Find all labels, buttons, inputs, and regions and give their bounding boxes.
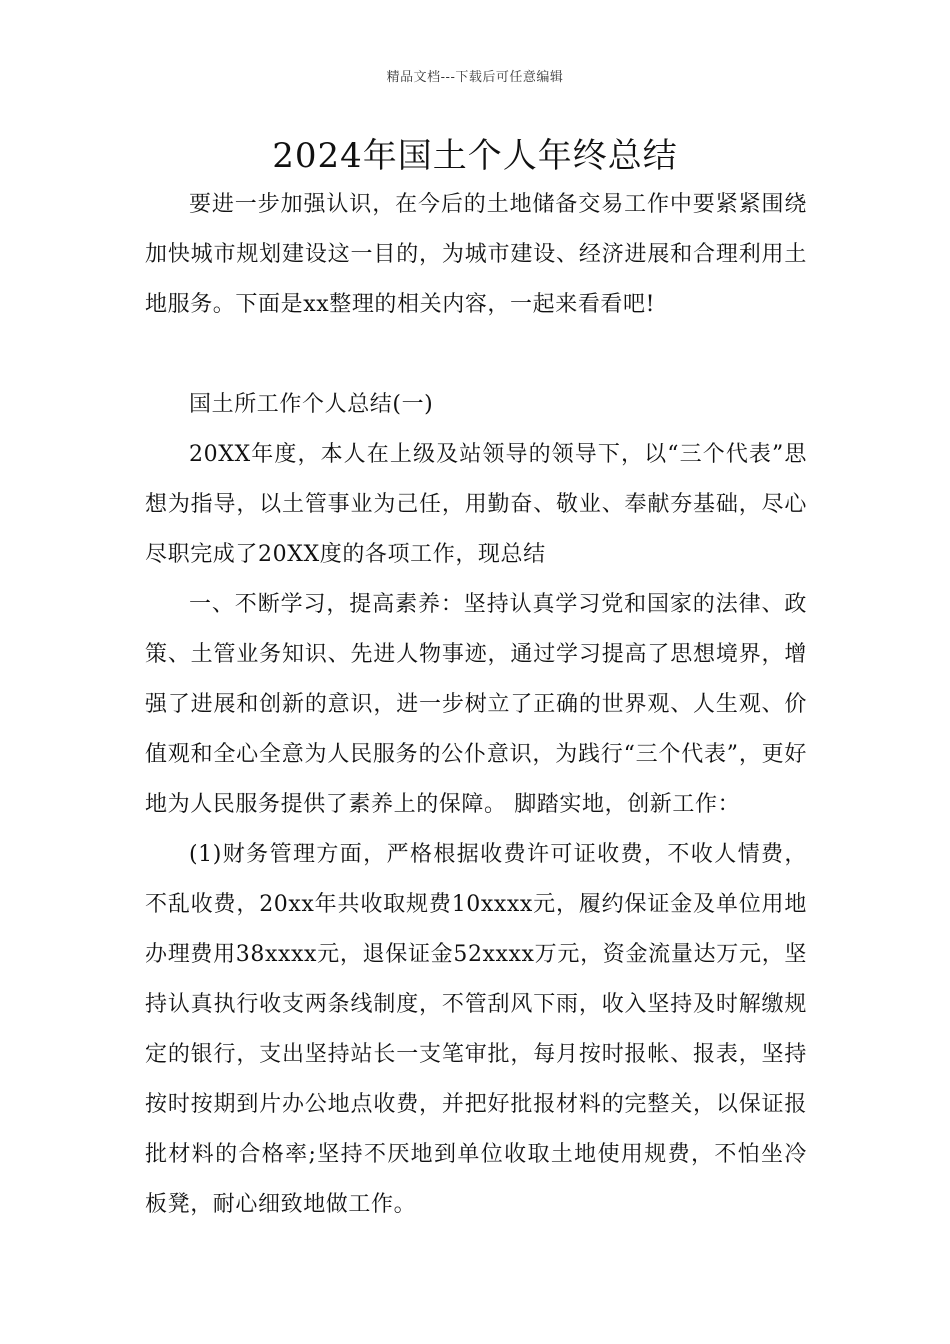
intro-paragraph: 要进一步加强认识，在今后的土地储备交易工作中要紧紧围绕加快城市规划建设这一目的，为城市建设、经济进展和合理利用土地服务。下面是xx整理的相关内容，一起来看看吧! (145, 192, 807, 317)
header-note: 精品文档---下载后可任意编辑 (386, 70, 564, 85)
document-title: 2024年国土个人年终总结 (272, 136, 678, 176)
body-paragraph: (1)财务管理方面，严格根据收费许可证收费，不收人情费，不乱收费，20xx年共收取规费10xxxx元，履约保证金及单位用地办理费用38xxxx元，退保证金52xxxx万元，资金流量达万元，坚持认真执行收支两条线制度，不管刮风下雨，收入坚持及时解缴规定的银行，支出坚持站长一支笔审批，每月按时报帐、报表，坚持按时按期到片办公地点收费，并把好批报材料的完整关，以保证报批材料的合格率;坚持不厌地到单位收取土地使用规费，不怕坐冷板凳，耐心细致地做工作。 (145, 842, 807, 1217)
body-paragraph: 20XX年度，本人在上级及站领导的领导下，以“三个代表”思想为指导，以土管事业为己任，用勤奋、敬业、奉献夯基础，尽心尽职完成了20XX度的各项工作，现总结 (145, 442, 807, 567)
paragraph-spacer (145, 330, 807, 380)
document-body (145, 180, 807, 1230)
section-heading: 国土所工作个人总结(一) (189, 392, 434, 417)
body-paragraph: 一、不断学习，提高素养：坚持认真学习党和国家的法律、政策、土管业务知识、先进人物事迹，通过学习提高了思想境界，增强了进展和创新的意识，进一步树立了正确的世界观、人生观、价值观和全心全意为人民服务的公仆意识，为践行“三个代表”，更好地为人民服务提供了素养上的保障。 脚踏实地，创新工作： (145, 592, 807, 817)
